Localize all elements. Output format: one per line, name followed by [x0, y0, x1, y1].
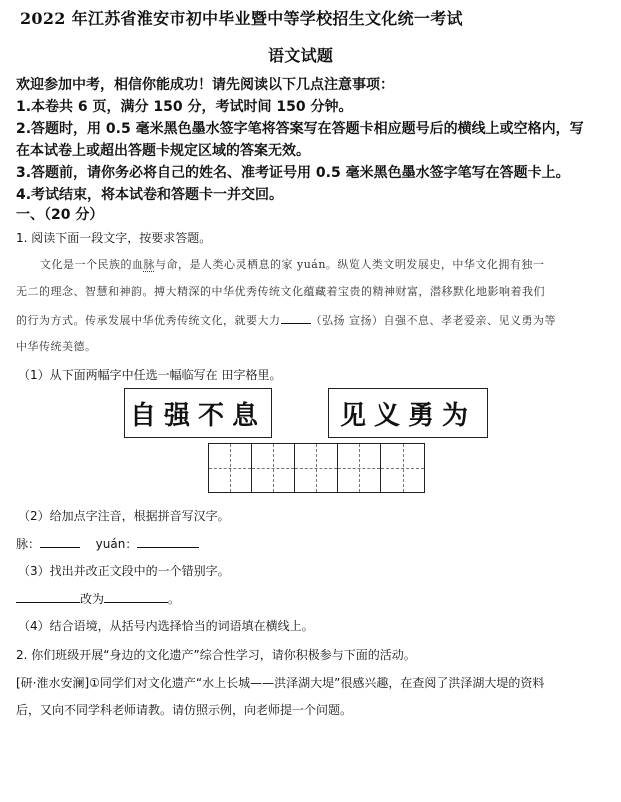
notice-item: 在本试卷上或超出答题卡规定区域的答案无效。	[16, 143, 310, 159]
grid-cell[interactable]	[338, 444, 381, 492]
question-2-text: [研·淮水安澜]①同学们对文化遗产“水上长城——洪泽湖大堤”很感兴趣，在查阅了洪泽湖大堤的资料	[16, 676, 545, 690]
label-change-to: 改为	[80, 592, 105, 606]
calligraphy-sample-2: 见义勇为	[328, 388, 488, 438]
sub-question-1: （1）从下面两幅字中任选一幅临写在 田字格里。	[18, 368, 282, 382]
passage-line-1	[40, 256, 544, 272]
answer-blank[interactable]	[40, 535, 80, 548]
notice-item: 2.答题时，用 0.5 毫米黑色墨水签字笔将答案写在答题卡相应题号后的横线上或空格内，写	[16, 121, 584, 137]
sub-question-4: （4）结合语境，从括号内选择恰当的词语填在横线上。	[18, 619, 314, 633]
passage-text: 的行为方式。传承发展中华优秀传统文化，就要大力	[16, 314, 281, 327]
question-1-prompt: 1. 阅读下面一段文字，按要求答题。	[16, 231, 212, 245]
question-2-text: 后，又向不同学科老师请教。请仿照示例，向老师提一个问题。	[16, 703, 353, 717]
answer-blank[interactable]	[137, 535, 199, 548]
sub-question-2: （2）给加点字注音，根据拼音写汉字。	[18, 509, 230, 523]
answer-blank[interactable]	[281, 311, 311, 324]
notice-intro: 欢迎参加中考，相信你能成功！请先阅读以下几点注意事项：	[16, 77, 394, 93]
passage-text: 与命	[155, 258, 178, 271]
question-2-prompt: 2. 你们班级开展“身边的文化遗产”综合性学习，请你积极参与下面的活动。	[16, 648, 416, 662]
passage-text: （弘扬 宣扬）自强不息、孝老爱亲、见义勇为等	[310, 314, 556, 327]
label-yuan: yuán：	[95, 537, 138, 551]
notice-item: 3.答题前，请你务必将自己的姓名、准考证号用 0.5 毫米黑色墨水签字笔写在答题卡上。	[16, 165, 570, 181]
grid-cell[interactable]	[381, 444, 424, 492]
label-period: 。	[168, 592, 181, 606]
notice-item: 4.考试结束，将本试卷和答题卡一并交回。	[16, 187, 284, 203]
sub-2-answer-line	[16, 535, 199, 552]
exam-title: 2022 年江苏省淮安市初中毕业暨中等学校招生文化统一考试	[20, 9, 463, 28]
exam-subtitle: 语文试题	[268, 46, 334, 65]
tianzige-grid[interactable]	[208, 443, 425, 493]
dotted-character: 脉	[143, 258, 155, 271]
sub-question-3: （3）找出并改正文段中的一个错别字。	[18, 564, 230, 578]
passage-text: 文化是一个民族的血	[40, 258, 144, 271]
grid-cell[interactable]	[209, 444, 252, 492]
answer-blank[interactable]	[104, 590, 168, 603]
notice-item: 1.本卷共 6 页，满分 150 分，考试时间 150 分钟。	[16, 99, 353, 115]
passage-line-4: 中华传统美德。	[16, 340, 97, 353]
passage-line-3	[16, 311, 556, 328]
label-mai: 脉：	[16, 537, 41, 551]
calligraphy-sample-1: 自强不息	[124, 388, 272, 438]
answer-blank[interactable]	[16, 590, 80, 603]
grid-cell[interactable]	[252, 444, 295, 492]
passage-text: ，是人类心灵栖息的家 yuán。纵览人类文明发展史，中华文化拥有独一	[178, 258, 545, 271]
sub-3-answer-line	[16, 590, 180, 607]
grid-cell[interactable]	[295, 444, 338, 492]
passage-line-2: 无二的理念、智慧和神韵。搏大精深的中华优秀传统文化蕴藏着宝贵的精神财富，潜移默化地影响着我们	[16, 285, 545, 298]
section-heading: 一、（20 分）	[16, 207, 104, 223]
